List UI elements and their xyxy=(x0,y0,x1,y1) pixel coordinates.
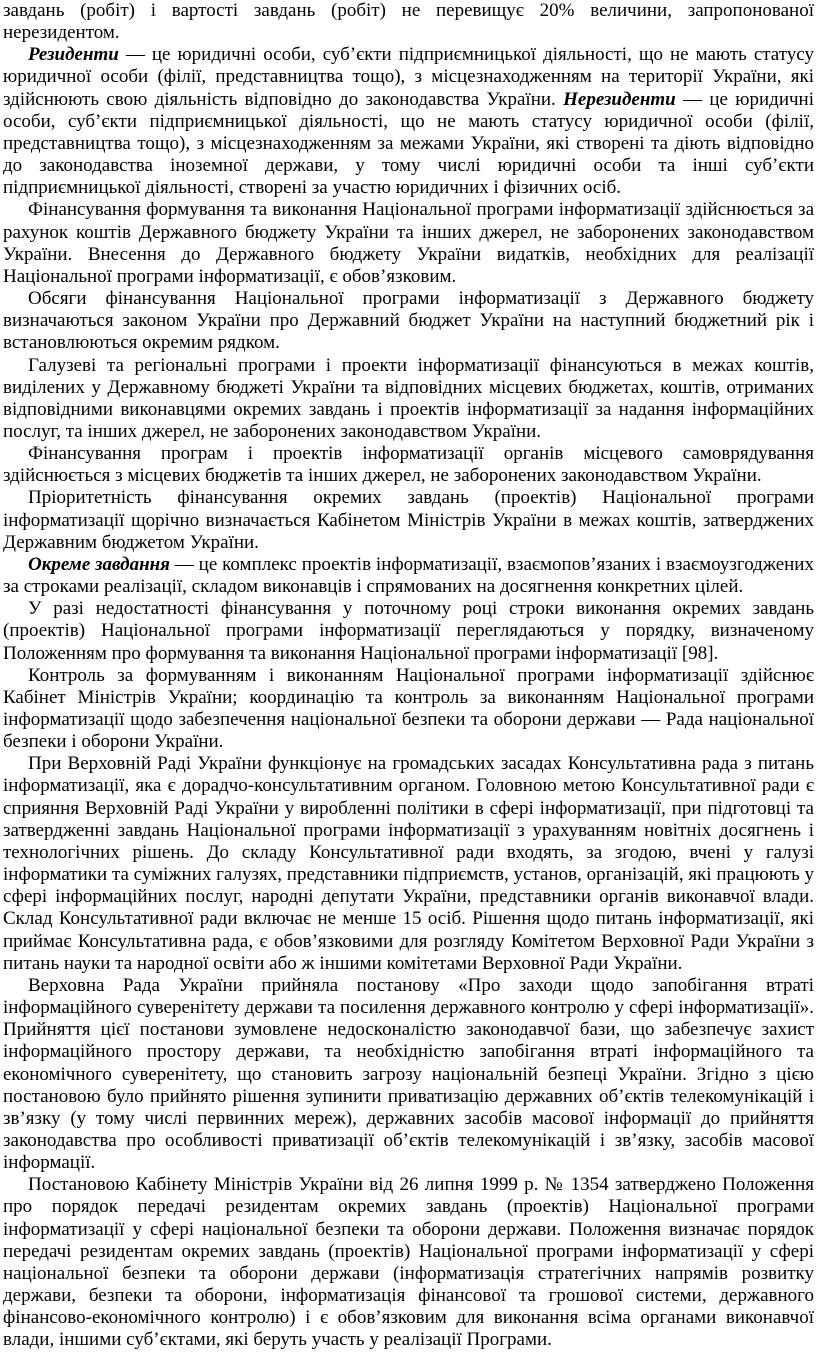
paragraph-text: — це юридичні особи, суб’єкти підприємницької діяльності, що не мають статусу юридичної особи (філії, представництва тощо), з місцезнаходженням на території України, які здійснюють свою діяльність відповідно до законодавства України. xyxy=(3,44,814,110)
paragraph xyxy=(3,487,814,553)
paragraph-text: — це юридичні особи, суб’єкти підприємницької діяльності, що не мають статусу юридичної особи (філії, представництва тощо), з місцезнаходженням за межами України, які створені та діють відповідно до законодавства іноземної держави, у тому числі юридичні особи та інші суб’єкти підприємницької діяльності, створені за участю юридичних і фізичних осіб. xyxy=(3,88,814,199)
paragraph xyxy=(3,0,814,44)
paragraph-text: Пріоритетність фінансування окремих завдань (проектів) Національної програми інформатизації щорічно визначається Кабінетом Міністрів України в межах коштів, затверджених Державним бюджетом України. xyxy=(3,487,814,553)
paragraph-text: — це комплекс проектів інформатизації, взаємопов’язаних і взаємоузгоджених за строками реалізації, складом виконавців і спрямованих на досягнення конкретних цілей. xyxy=(3,553,814,598)
paragraph-text: Контроль за формуванням і виконанням Національної програми інформатизації здійснює Кабінет Міністрів України; координацію та контроль за виконанням Національної програми інформатизації щодо забезпечення національної безпеки та оборони держави — Рада національної безпеки і оборони України. xyxy=(3,664,814,753)
defined-term: Окреме завдання xyxy=(28,553,170,575)
defined-term: Резиденти xyxy=(28,44,119,66)
paragraph-text: При Верховній Раді України функціонує на громадських засадах Консультативна рада з питань інформатизації, яка є дорадчо-консультативним органом. Головною метою Консультативної ради є сприяння Верховній Раді України у виробленні політики в сфері інформатизації, при підготовці та затвердженні завдань Національної програми інформатизації з урахуванням новітніх досягнень і технологічних рішень. До складу Консультативної ради входять, за згодою, вчені у галузі інформатики та суміжних галузях, представники підприємств, установ, організацій, які працюють у сфері інформаційних послуг, народні депутати України, представники органів виконавчої влади. Склад Консультативної ради включає не менше 15 осіб. Рішення щодо питань інформатизації, які приймає Консультативна рада, є обов’язковими для розгляду Комітетом Верховної Ради України з питань науки та народної освіти або ж іншими комітетами Верховної Ради України. xyxy=(3,753,814,974)
paragraph-text: Фінансування формування та виконання Національної програми інформатизації здійснюється за рахунок коштів Державного бюджету України та інших джерел, не заборонених законодавством України. Внесення до Державного бюджету України видатків, необхідних для реалізації Національної програми інформатизації, є обов’язковим. xyxy=(3,199,814,287)
paragraph xyxy=(3,44,814,199)
paragraph-text: Фінансування програм і проектів інформатизації органів місцевого самоврядування здійснюється з місцевих бюджетів та інших джерел, не заборонених законодавством України. xyxy=(3,443,814,487)
paragraph xyxy=(3,443,814,487)
paragraph-text: Постановою Кабінету Міністрів України від 26 липня 1999 р. № 1354 затверджено Положення про порядок передачі резидентам окремих завдань (проектів) Національної програми інформатизації у сфері національної безпеки та оборони держави. Положення визначає порядок передачі резидентам окремих завдань (проектів) Національної програми інформатизації у сфері національної безпеки та оборони держави (інформатизація стратегічних напрямів розвитку держави, безпеки та оборони, інформатизація фінансової та грошової системи, державного фінансово-економічного контролю) і є обов’язковим для виконання всіма органами виконавчої влади, іншими суб’єктами, які беруть участь у реалізації Програми. xyxy=(3,1174,814,1351)
paragraph xyxy=(3,665,814,754)
paragraph-text: Верховна Рада України прийняла постанову «Про заходи щодо запобігання втраті інформаційного суверенітету держави та посилення державного контролю у сфері інформатизації». Прийняття цієї постанови зумовлене недосконалістю законодавчої бази, що забезпечує захист інформаційного простору держави, та необхідністю запобігання втраті інформаційного та економічного суверенітету, що становить загрозу національній безпеці України. Згідно з цією постановою було прийнято рішення зупинити приватизацію державних об’єктів телекомунікацій і зв’язку (у тому числі первинних мереж), державних засобів масової інформації до прийняття законодавства про особливості приватизації об’єктів телекомунікацій і зв’язку, засобів масової інформації. xyxy=(3,974,814,1174)
paragraph xyxy=(3,1174,814,1351)
paragraph-text: У разі недостатності фінансування у поточному році строки виконання окремих завдань (проектів) Національної програми інформатизації переглядаються у порядку, визначеному Положенням про формування та виконання Національної програми інформатизації [98]. xyxy=(3,598,814,664)
paragraph-text: Обсяги фінансування Національної програми інформатизації з Державного бюджету визначаються законом України про Державний бюджет України на наступний бюджетний рік і встановлюються окремим рядком. xyxy=(3,288,814,354)
paragraph xyxy=(3,598,814,664)
paragraph-text: завдань (робіт) і вартості завдань (робіт) не перевищує 20% величини, запропонованої нерезидентом. xyxy=(3,0,814,44)
paragraph xyxy=(3,554,814,598)
defined-term: Нерезиденти xyxy=(563,88,676,110)
paragraph xyxy=(3,355,814,444)
paragraph xyxy=(3,975,814,1174)
document-body xyxy=(3,0,814,1352)
paragraph xyxy=(3,753,814,975)
paragraph xyxy=(3,199,814,288)
paragraph-text: Галузеві та регіональні програми і проекти інформатизації фінансуються в межах коштів, виділених у Державному бюджеті України та відповідних місцевих бюджетах, коштів, отриманих відповідними виконавцями окремих завдань і проектів інформатизації за надання інформаційних послуг, та інших джерел, не заборонених законодавством України. xyxy=(3,354,814,442)
paragraph xyxy=(3,288,814,354)
